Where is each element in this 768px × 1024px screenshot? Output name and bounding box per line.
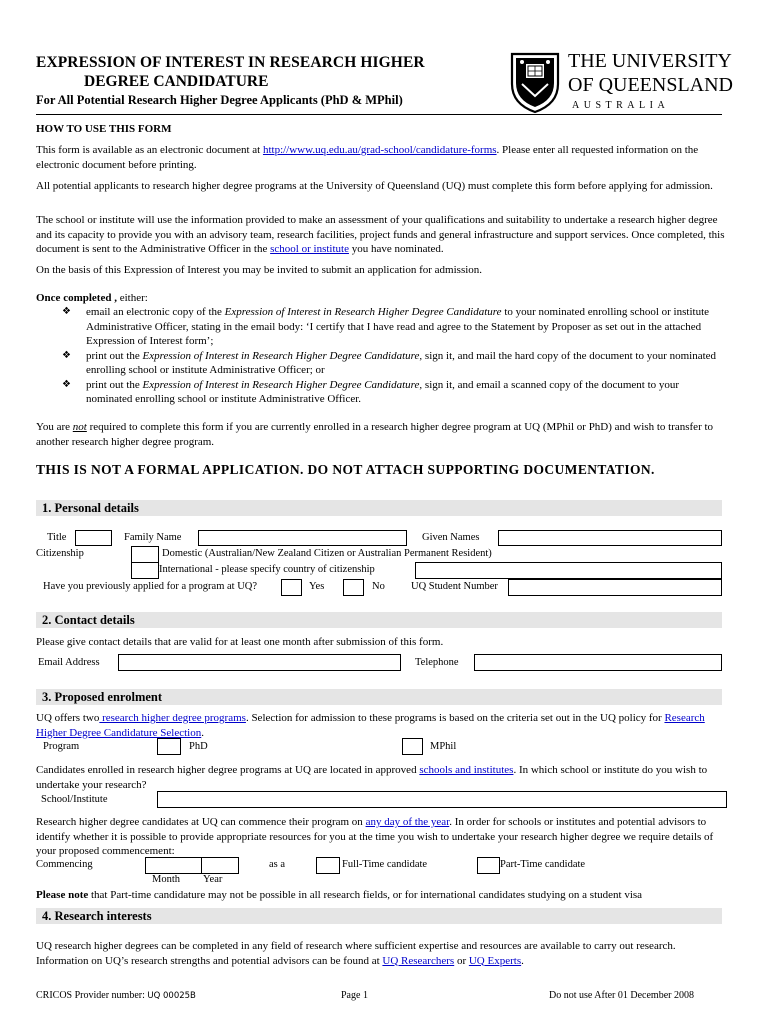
domestic-label: Domestic (Australian/New Zealand Citizen or Australian Permanent Resident) <box>162 548 492 559</box>
submission-option <box>62 378 722 407</box>
university-country: AUSTRALIA <box>572 100 670 111</box>
submission-option <box>62 349 722 378</box>
diamond-bullet-icon: ❖ <box>62 349 71 361</box>
submission-option <box>62 305 722 349</box>
international-label: International - please specify country of citizenship <box>159 564 375 575</box>
section-text: Candidates enrolled in research higher degree programs at UQ are located in approved <box>36 764 420 776</box>
uq-experts-link[interactable]: UQ Experts <box>468 954 522 967</box>
school-institute-input[interactable] <box>157 791 727 808</box>
full-time-label: Full-Time candidate <box>342 859 428 870</box>
telephone-label: Telephone <box>415 657 459 668</box>
international-checkbox[interactable] <box>131 562 159 579</box>
submission-options-list <box>62 305 722 407</box>
header-divider <box>36 114 722 115</box>
intro-text: required to complete this form if you are currently enrolled in a research higher degree program at UQ (MPhil or PhD) and wish to transfer to another research higher degree program. <box>36 421 714 448</box>
section-text: UQ offers two <box>36 712 100 724</box>
section-research-interests-heading: 4. Research interests <box>36 908 722 924</box>
intro-paragraph-2: All potential applicants to research higher degree programs at the University of Queensland (UQ) must complete this form before applying for admission. <box>36 180 713 192</box>
commencing-month-input[interactable] <box>145 857 202 874</box>
previously-applied-yes-checkbox[interactable] <box>281 579 302 596</box>
intro-text: you have nominated. <box>348 243 444 255</box>
not-formal-application-notice: THIS IS NOT A FORMAL APPLICATION. DO NOT ATTACH SUPPORTING DOCUMENTATION. <box>36 462 655 477</box>
phd-label: PhD <box>189 741 208 752</box>
intro-text: The school or institute will use the information provided to make an assessment of your qualifications and suitability to undertake a research higher degree and its capacity to provide you with an advisory team, research facilities, project funds and general infrastructure and support services. Once completed, this document is sent to the Administrative Officer in the <box>36 214 725 255</box>
university-crest-icon <box>508 50 562 114</box>
school-or-institute-link[interactable]: school or institute <box>270 243 349 255</box>
section-text: . In order for schools or institutes and potential advisors to identify whether it is possible to provide appropriate resources for you at the time you wish to undertake your research higher degree we require details of your proposed commencement: <box>36 816 714 857</box>
cricos-label: CRICOS Provider number: <box>36 990 145 1001</box>
student-number-input[interactable] <box>508 579 722 596</box>
bullet-text: sign it, and mail the hard copy of the document to your nominated enrolling school or institute Administrative Officer; or <box>86 349 717 376</box>
intro-text: You are <box>36 421 73 433</box>
given-names-label: Given Names <box>422 532 480 543</box>
schools-and-institutes-link[interactable]: schools and institutes <box>419 764 514 776</box>
university-name-line1: THE UNIVERSITY <box>568 50 732 72</box>
candidature-forms-link[interactable]: http://www.uq.edu.au/grad-school/candidature-forms <box>262 144 497 156</box>
family-name-label: Family Name <box>124 532 182 543</box>
bullet-text: print out the <box>86 378 143 391</box>
as-a-label: as a <box>269 859 286 870</box>
any-day-of-the-year-link[interactable]: any day of the year <box>365 816 450 828</box>
bullet-italic: Expression of Interest in Research Higher Degree Candidature, <box>142 349 423 362</box>
section-text: or <box>454 954 469 967</box>
telephone-input[interactable] <box>474 654 722 671</box>
bullet-text: print out the <box>86 349 143 362</box>
intro-paragraph-3 <box>36 213 726 257</box>
programs-paragraph <box>36 711 726 740</box>
intro-text: . Please enter all requested information on the electronic document before printing. <box>36 144 699 171</box>
contact-instruction: Please give contact details that are valid for at least one month after submission of this form. <box>36 636 444 648</box>
bullet-text: email an electronic copy of the <box>86 306 225 318</box>
page-number: Page 1 <box>341 990 368 1001</box>
full-time-checkbox[interactable] <box>316 857 340 874</box>
bullet-italic: Expression of Interest in Research Higher Degree Candidature, <box>142 378 423 391</box>
title-label: Title <box>47 532 67 543</box>
commencement-paragraph <box>36 815 726 859</box>
bullet-text: to your nominated enrolling school or institute Administrative Officer, stating in the email body: ‘I certify that I have read and agree to the Statement by Proposer as set out in the attached Expression of Interest form’; <box>86 306 710 347</box>
student-number-label: UQ Student Number <box>411 581 498 592</box>
given-names-input[interactable] <box>498 530 722 546</box>
section-proposed-enrolment-heading: 3. Proposed enrolment <box>36 689 722 705</box>
mphil-checkbox[interactable] <box>402 738 423 755</box>
previously-applied-no-checkbox[interactable] <box>343 579 364 596</box>
section-text: . In which school or institute do you wish to undertake your research? <box>36 764 708 791</box>
part-time-label: Part-Time candidate <box>500 859 586 870</box>
form-title-line1: EXPRESSION OF INTEREST IN RESEARCH HIGHER <box>36 54 425 71</box>
domestic-checkbox[interactable] <box>131 546 159 563</box>
month-label: Month <box>152 874 181 885</box>
email-label: Email Address <box>38 657 100 668</box>
section-text: . <box>201 726 204 739</box>
title-input[interactable] <box>75 530 112 546</box>
bullet-text: sign it, and email a scanned copy of the document to your nominated enrolling school or institute Administrative Officer. <box>86 378 680 405</box>
once-completed-after: either: <box>116 292 148 304</box>
part-time-note <box>36 888 726 903</box>
schools-paragraph <box>36 763 726 792</box>
phd-checkbox[interactable] <box>157 738 181 755</box>
section-text: . Selection for admission to these programs is based on the criteria set out in the UQ policy for <box>245 712 665 724</box>
bullet-italic: Expression of Interest in Research Higher Degree Candidature <box>224 306 502 318</box>
university-name-line2: OF QUEENSLAND <box>568 74 733 96</box>
intro-paragraph-4: On the basis of this Expression of Interest you may be invited to submit an application for admission. <box>36 264 483 276</box>
please-note-text: that Part-time candidature may not be possible in all research fields, or for international candidates studying on a student visa <box>88 889 643 901</box>
program-label: Program <box>43 741 80 752</box>
commencing-year-input[interactable] <box>201 857 239 874</box>
form-subtitle: For All Potential Research Higher Degree Applicants (PhD & MPhil) <box>36 93 403 107</box>
country-of-citizenship-input[interactable] <box>415 562 722 579</box>
commencing-label: Commencing <box>36 859 93 870</box>
section-personal-details-heading: 1. Personal details <box>36 500 722 516</box>
section-text: Research higher degree candidates at UQ can commence their program on <box>36 816 366 828</box>
cricos-provider <box>36 990 196 1001</box>
form-title-line2: DEGREE CANDIDATURE <box>84 73 269 90</box>
intro-text: This form is available as an electronic document at <box>36 144 263 156</box>
no-label: No <box>372 581 385 592</box>
citizenship-label: Citizenship <box>36 548 84 559</box>
intro-paragraph-1 <box>36 143 726 172</box>
once-completed-label: Once completed , <box>36 292 117 304</box>
part-time-checkbox[interactable] <box>477 857 500 874</box>
emphasis-not: not <box>72 421 87 433</box>
once-completed-line <box>36 291 726 306</box>
research-interests-paragraph <box>36 939 726 968</box>
research-higher-degree-programs-link[interactable]: research higher degree programs <box>99 712 246 724</box>
section-text: UQ research higher degrees can be completed in any field of research where sufficient expertise and resources are available to carry out research. Information on UQ’s research strengths and potential advisors can be found at <box>36 940 676 967</box>
candidature-selection-policy-link[interactable]: Research Higher Degree Candidature Selection <box>36 712 705 739</box>
expiry-date: Do not use After 01 December 2008 <box>549 990 694 1001</box>
intro-paragraph-5 <box>36 420 726 449</box>
yes-label: Yes <box>309 581 325 592</box>
cricos-code: UQ 00025B <box>147 991 196 1001</box>
school-institute-label: School/Institute <box>41 794 108 805</box>
previously-applied-label: Have you previously applied for a program at UQ? <box>43 581 258 592</box>
how-to-use-heading: HOW TO USE THIS FORM <box>36 123 172 135</box>
section-text: . <box>521 954 524 967</box>
year-label: Year <box>203 874 223 885</box>
diamond-bullet-icon: ❖ <box>62 306 71 317</box>
uq-researchers-link[interactable]: UQ Researchers <box>382 954 455 967</box>
please-note-label: Please note <box>36 889 89 901</box>
diamond-bullet-icon: ❖ <box>62 378 71 390</box>
family-name-input[interactable] <box>198 530 407 546</box>
section-contact-details-heading: 2. Contact details <box>36 612 722 628</box>
mphil-label: MPhil <box>430 741 457 752</box>
email-input[interactable] <box>118 654 401 671</box>
